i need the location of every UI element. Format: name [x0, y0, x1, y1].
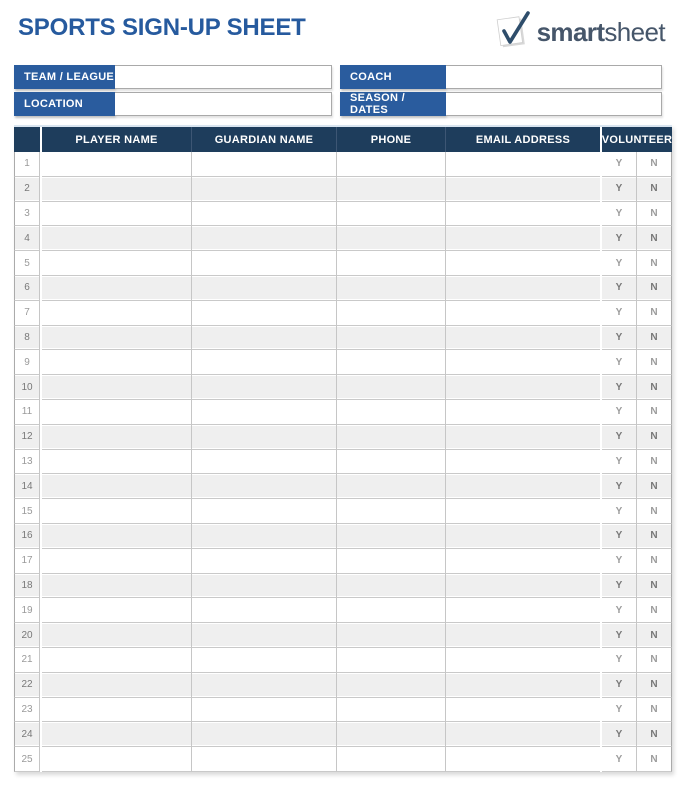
email-address-cell[interactable] [446, 722, 600, 747]
table-row [14, 598, 672, 623]
phone-cell[interactable] [337, 499, 446, 524]
email-address-cell[interactable] [446, 276, 600, 301]
row-number: 2 [14, 177, 40, 202]
player-name-cell[interactable] [42, 648, 192, 673]
guardian-name-cell[interactable] [192, 375, 337, 400]
guardian-name-cell[interactable] [192, 350, 337, 375]
table-body [14, 152, 672, 772]
email-address-cell[interactable] [446, 375, 600, 400]
email-address-cell[interactable] [446, 350, 600, 375]
volunteer-yes-cell[interactable]: Y [602, 450, 637, 475]
volunteer-yes-cell[interactable]: Y [602, 474, 637, 499]
coach-label: COACH [340, 65, 446, 89]
player-name-cell[interactable] [42, 375, 192, 400]
player-name-cell[interactable] [42, 549, 192, 574]
guardian-name-cell[interactable] [192, 722, 337, 747]
email-address-cell[interactable] [446, 549, 600, 574]
row-number: 11 [14, 400, 40, 425]
phone-cell[interactable] [337, 648, 446, 673]
table-row [14, 450, 672, 475]
volunteer-yes-cell[interactable]: Y [602, 276, 637, 301]
guardian-name-cell[interactable] [192, 549, 337, 574]
volunteer-no-cell[interactable]: N [637, 499, 672, 524]
table-row [14, 301, 672, 326]
volunteer-yes-cell[interactable]: Y [602, 350, 637, 375]
volunteer-no-cell[interactable]: N [637, 549, 672, 574]
table-row [14, 152, 672, 177]
guardian-name-cell[interactable] [192, 499, 337, 524]
table-row [14, 648, 672, 673]
volunteer-yes-cell[interactable]: Y [602, 202, 637, 227]
location-label: LOCATION [14, 92, 115, 116]
player-name-column-header: PLAYER NAME [42, 127, 192, 152]
player-name-cell[interactable] [42, 598, 192, 623]
volunteer-yes-cell[interactable]: Y [602, 648, 637, 673]
player-name-cell[interactable] [42, 400, 192, 425]
phone-cell[interactable] [337, 450, 446, 475]
row-number: 24 [14, 722, 40, 747]
season-dates-label: SEASON / DATES [340, 92, 446, 116]
player-name-cell[interactable] [42, 425, 192, 450]
player-name-cell[interactable] [42, 747, 192, 772]
guardian-name-cell[interactable] [192, 747, 337, 772]
volunteer-yes-cell[interactable]: Y [602, 499, 637, 524]
guardian-name-cell[interactable] [192, 598, 337, 623]
table-row [14, 226, 672, 251]
volunteer-yes-cell[interactable]: Y [602, 425, 637, 450]
volunteer-yes-cell[interactable]: Y [602, 549, 637, 574]
table-row [14, 698, 672, 723]
volunteer-column-header: VOLUNTEER [602, 127, 672, 152]
phone-cell[interactable] [337, 425, 446, 450]
guardian-name-cell[interactable] [192, 648, 337, 673]
volunteer-yes-cell[interactable]: Y [602, 152, 637, 177]
row-number: 25 [14, 747, 40, 772]
volunteer-yes-cell[interactable]: Y [602, 177, 637, 202]
number-column-header [14, 127, 40, 152]
phone-cell[interactable] [337, 226, 446, 251]
volunteer-no-cell[interactable]: N [637, 747, 672, 772]
player-name-cell[interactable] [42, 673, 192, 698]
table-row [14, 623, 672, 648]
player-name-cell[interactable] [42, 474, 192, 499]
team-league-field[interactable] [115, 65, 332, 89]
guardian-name-cell[interactable] [192, 276, 337, 301]
table-row [14, 276, 672, 301]
player-name-cell[interactable] [42, 450, 192, 475]
volunteer-no-cell[interactable]: N [637, 251, 672, 276]
row-number: 7 [14, 301, 40, 326]
phone-cell[interactable] [337, 549, 446, 574]
email-address-column-header: EMAIL ADDRESS [446, 127, 600, 152]
logo-word-smart: smart [536, 17, 605, 47]
phone-cell[interactable] [337, 623, 446, 648]
row-number: 19 [14, 598, 40, 623]
smartsheet-logo [495, 10, 665, 55]
fields-gap [332, 65, 340, 89]
volunteer-no-cell[interactable]: N [637, 326, 672, 351]
email-address-cell[interactable] [446, 400, 600, 425]
player-name-cell[interactable] [42, 623, 192, 648]
table-row [14, 202, 672, 227]
volunteer-yes-cell[interactable]: Y [602, 326, 637, 351]
phone-cell[interactable] [337, 326, 446, 351]
row-number: 12 [14, 425, 40, 450]
phone-cell[interactable] [337, 474, 446, 499]
table-row [14, 524, 672, 549]
phone-cell[interactable] [337, 177, 446, 202]
row-number: 15 [14, 499, 40, 524]
email-address-cell[interactable] [446, 226, 600, 251]
row-number: 20 [14, 623, 40, 648]
table-row [14, 326, 672, 351]
guardian-name-cell[interactable] [192, 202, 337, 227]
phone-cell[interactable] [337, 301, 446, 326]
row-number: 9 [14, 350, 40, 375]
guardian-name-cell[interactable] [192, 326, 337, 351]
guardian-name-cell[interactable] [192, 177, 337, 202]
email-address-cell[interactable] [446, 673, 600, 698]
phone-cell[interactable] [337, 574, 446, 599]
player-name-cell[interactable] [42, 326, 192, 351]
player-name-cell[interactable] [42, 499, 192, 524]
guardian-name-cell[interactable] [192, 152, 337, 177]
volunteer-yes-cell[interactable]: Y [602, 251, 637, 276]
player-name-cell[interactable] [42, 698, 192, 723]
player-name-cell[interactable] [42, 276, 192, 301]
header-fields [14, 65, 662, 116]
row-number: 18 [14, 574, 40, 599]
logo-wordmark [537, 17, 665, 48]
player-name-cell[interactable] [42, 251, 192, 276]
email-address-cell[interactable] [446, 301, 600, 326]
fields-gap [332, 92, 340, 116]
volunteer-no-cell[interactable]: N [637, 598, 672, 623]
phone-column-header: PHONE [337, 127, 446, 152]
guardian-name-cell[interactable] [192, 400, 337, 425]
phone-cell[interactable] [337, 251, 446, 276]
volunteer-no-cell[interactable]: N [637, 350, 672, 375]
player-name-cell[interactable] [42, 152, 192, 177]
table-row [14, 375, 672, 400]
checkmark-on-page-icon [495, 10, 531, 55]
volunteer-no-cell[interactable]: N [637, 400, 672, 425]
phone-cell[interactable] [337, 698, 446, 723]
table-row [14, 251, 672, 276]
guardian-name-column-header: GUARDIAN NAME [192, 127, 337, 152]
phone-cell[interactable] [337, 276, 446, 301]
table-row [14, 673, 672, 698]
row-number: 10 [14, 375, 40, 400]
top-bar [0, 0, 685, 55]
table-row [14, 574, 672, 599]
guardian-name-cell[interactable] [192, 425, 337, 450]
email-address-cell[interactable] [446, 524, 600, 549]
table-row [14, 722, 672, 747]
volunteer-yes-cell[interactable]: Y [602, 524, 637, 549]
row-number: 21 [14, 648, 40, 673]
row-number: 23 [14, 698, 40, 723]
volunteer-yes-cell[interactable]: Y [602, 673, 637, 698]
coach-field[interactable] [446, 65, 662, 89]
phone-cell[interactable] [337, 400, 446, 425]
table-row [14, 474, 672, 499]
email-address-cell[interactable] [446, 598, 600, 623]
guardian-name-cell[interactable] [192, 698, 337, 723]
player-name-cell[interactable] [42, 350, 192, 375]
volunteer-no-cell[interactable]: N [637, 698, 672, 723]
email-address-cell[interactable] [446, 202, 600, 227]
phone-cell[interactable] [337, 524, 446, 549]
volunteer-no-cell[interactable]: N [637, 226, 672, 251]
roster-table [14, 125, 672, 772]
player-name-cell[interactable] [42, 226, 192, 251]
volunteer-no-cell[interactable]: N [637, 722, 672, 747]
email-address-cell[interactable] [446, 574, 600, 599]
row-number: 14 [14, 474, 40, 499]
table-row [14, 747, 672, 772]
table-row [14, 350, 672, 375]
email-address-cell[interactable] [446, 450, 600, 475]
email-address-cell[interactable] [446, 623, 600, 648]
player-name-cell[interactable] [42, 722, 192, 747]
row-number: 13 [14, 450, 40, 475]
email-address-cell[interactable] [446, 474, 600, 499]
volunteer-no-cell[interactable]: N [637, 648, 672, 673]
phone-cell[interactable] [337, 747, 446, 772]
volunteer-no-cell[interactable]: N [637, 425, 672, 450]
guardian-name-cell[interactable] [192, 301, 337, 326]
phone-cell[interactable] [337, 673, 446, 698]
guardian-name-cell[interactable] [192, 673, 337, 698]
player-name-cell[interactable] [42, 177, 192, 202]
volunteer-yes-cell[interactable]: Y [602, 722, 637, 747]
volunteer-no-cell[interactable]: N [637, 301, 672, 326]
location-field[interactable] [115, 92, 332, 116]
row-number: 4 [14, 226, 40, 251]
email-address-cell[interactable] [446, 747, 600, 772]
guardian-name-cell[interactable] [192, 251, 337, 276]
phone-cell[interactable] [337, 375, 446, 400]
volunteer-no-cell[interactable]: N [637, 524, 672, 549]
phone-cell[interactable] [337, 152, 446, 177]
volunteer-no-cell[interactable]: N [637, 673, 672, 698]
table-row [14, 499, 672, 524]
volunteer-yes-cell[interactable]: Y [602, 747, 637, 772]
email-address-cell[interactable] [446, 326, 600, 351]
row-number: 8 [14, 326, 40, 351]
row-number: 16 [14, 524, 40, 549]
row-number: 5 [14, 251, 40, 276]
email-address-cell[interactable] [446, 425, 600, 450]
phone-cell[interactable] [337, 202, 446, 227]
row-number: 3 [14, 202, 40, 227]
guardian-name-cell[interactable] [192, 574, 337, 599]
email-address-cell[interactable] [446, 698, 600, 723]
phone-cell[interactable] [337, 350, 446, 375]
volunteer-no-cell[interactable]: N [637, 276, 672, 301]
email-address-cell[interactable] [446, 177, 600, 202]
volunteer-no-cell[interactable]: N [637, 474, 672, 499]
row-number: 1 [14, 152, 40, 177]
volunteer-no-cell[interactable]: N [637, 450, 672, 475]
table-header-row [14, 127, 672, 152]
volunteer-yes-cell[interactable]: Y [602, 301, 637, 326]
volunteer-no-cell[interactable]: N [637, 152, 672, 177]
guardian-name-cell[interactable] [192, 226, 337, 251]
volunteer-yes-cell[interactable]: Y [602, 375, 637, 400]
player-name-cell[interactable] [42, 574, 192, 599]
row-number: 22 [14, 673, 40, 698]
table-row [14, 425, 672, 450]
volunteer-yes-cell[interactable]: Y [602, 226, 637, 251]
player-name-cell[interactable] [42, 202, 192, 227]
player-name-cell[interactable] [42, 524, 192, 549]
guardian-name-cell[interactable] [192, 474, 337, 499]
row-number: 17 [14, 549, 40, 574]
volunteer-no-cell[interactable]: N [637, 177, 672, 202]
phone-cell[interactable] [337, 722, 446, 747]
guardian-name-cell[interactable] [192, 524, 337, 549]
email-address-cell[interactable] [446, 499, 600, 524]
table-row [14, 549, 672, 574]
volunteer-no-cell[interactable]: N [637, 574, 672, 599]
volunteer-no-cell[interactable]: N [637, 623, 672, 648]
season-dates-field[interactable] [446, 92, 662, 116]
volunteer-yes-cell[interactable]: Y [602, 400, 637, 425]
volunteer-yes-cell[interactable]: Y [602, 574, 637, 599]
guardian-name-cell[interactable] [192, 623, 337, 648]
logo-word-sheet: sheet [604, 17, 665, 47]
table-row [14, 400, 672, 425]
volunteer-no-cell[interactable]: N [637, 375, 672, 400]
email-address-cell[interactable] [446, 251, 600, 276]
page-title: SPORTS SIGN-UP SHEET [18, 14, 306, 41]
phone-cell[interactable] [337, 598, 446, 623]
player-name-cell[interactable] [42, 301, 192, 326]
row-number: 6 [14, 276, 40, 301]
table-row [14, 177, 672, 202]
email-address-cell[interactable] [446, 648, 600, 673]
volunteer-no-cell[interactable]: N [637, 202, 672, 227]
volunteer-yes-cell[interactable]: Y [602, 598, 637, 623]
volunteer-yes-cell[interactable]: Y [602, 698, 637, 723]
guardian-name-cell[interactable] [192, 450, 337, 475]
email-address-cell[interactable] [446, 152, 600, 177]
volunteer-yes-cell[interactable]: Y [602, 623, 637, 648]
team-league-label: TEAM / LEAGUE [14, 65, 115, 89]
